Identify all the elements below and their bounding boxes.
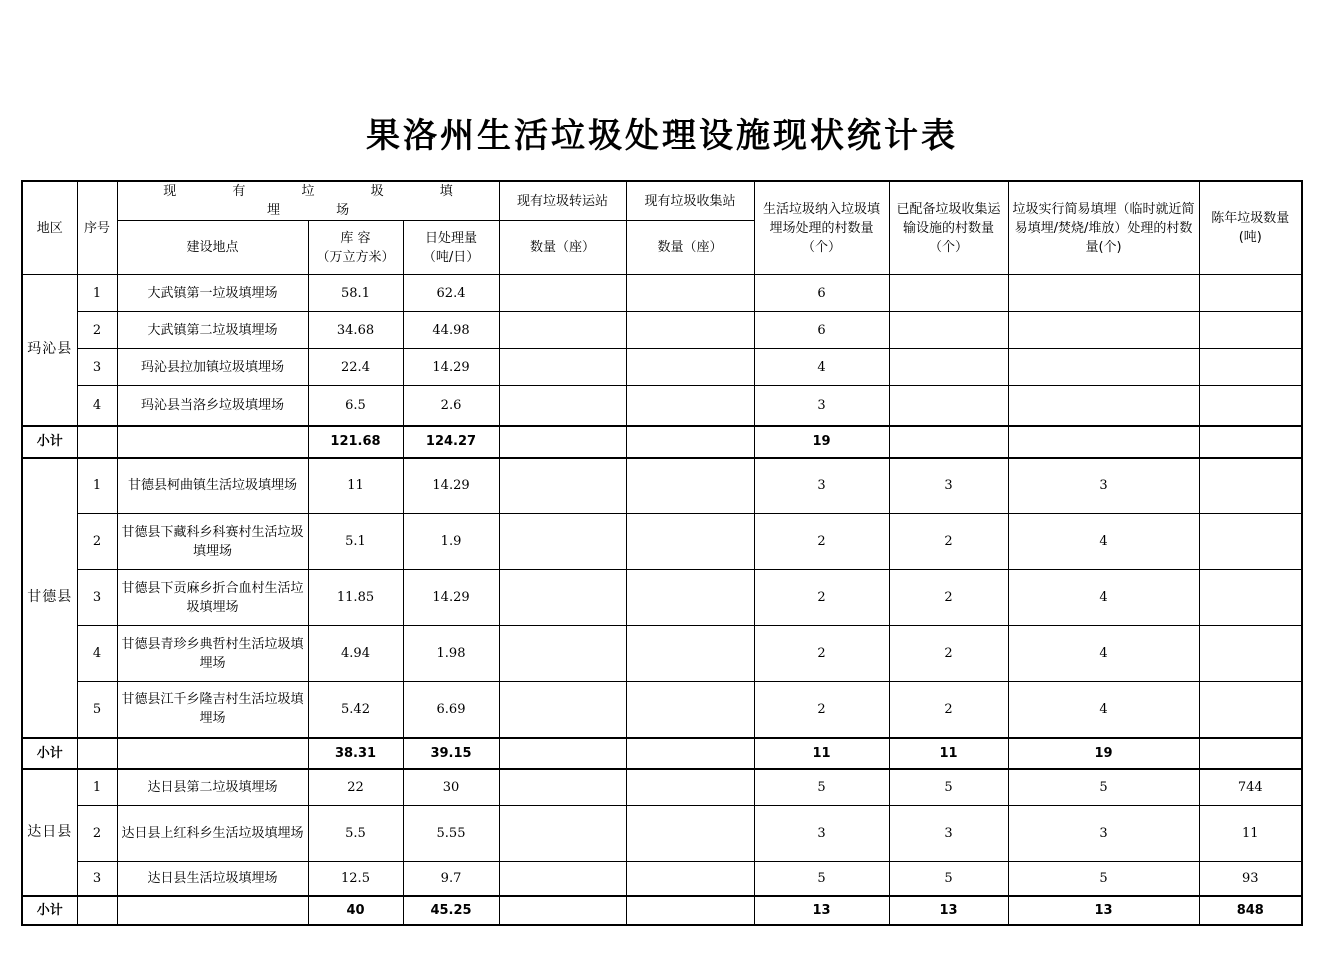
header-collect-group: 现有垃圾收集站: [626, 181, 754, 221]
seq-cell: 5: [77, 682, 117, 738]
villages-collect-cell: 2: [889, 570, 1008, 626]
header-site: 建设地点: [117, 221, 308, 275]
seq-cell: 2: [77, 806, 117, 862]
villages-simple-cell: [1008, 312, 1199, 349]
collect-cell: [626, 275, 754, 312]
daily-cell: 5.55: [403, 806, 499, 862]
table-row: [22, 514, 1302, 570]
legacy-cell: [1199, 349, 1302, 386]
transfer-cell: [499, 570, 626, 626]
subtotal-legacy: [1199, 738, 1302, 769]
legacy-cell: [1199, 386, 1302, 426]
subtotal-seq-cell: [77, 426, 117, 458]
villages-collect-cell: [889, 275, 1008, 312]
transfer-cell: [499, 682, 626, 738]
villages-landfill-cell: 4: [754, 349, 889, 386]
villages-landfill-cell: 3: [754, 806, 889, 862]
villages-landfill-cell: 2: [754, 626, 889, 682]
header-villages-collect: 已配备垃圾收集运输设施的村数量（个）: [889, 181, 1008, 275]
daily-cell: 30: [403, 769, 499, 806]
villages-simple-cell: 5: [1008, 862, 1199, 896]
villages-landfill-cell: 2: [754, 570, 889, 626]
subtotal-label: 小计: [22, 896, 77, 925]
villages-collect-cell: 5: [889, 862, 1008, 896]
table-row: [22, 806, 1302, 862]
seq-cell: 1: [77, 769, 117, 806]
site-cell: 甘德县江千乡隆吉村生活垃圾填埋场: [117, 682, 308, 738]
header-villages-landfill: 生活垃圾纳入垃圾填埋场处理的村数量（个）: [754, 181, 889, 275]
header-capacity: [308, 221, 403, 275]
legacy-cell: [1199, 275, 1302, 312]
villages-simple-cell: 3: [1008, 458, 1199, 514]
collect-cell: [626, 570, 754, 626]
header-transfer-qty: 数量（座）: [499, 221, 626, 275]
subtotal-collect: [626, 426, 754, 458]
villages-collect-cell: 2: [889, 514, 1008, 570]
collect-cell: [626, 386, 754, 426]
transfer-cell: [499, 626, 626, 682]
villages-landfill-cell: 5: [754, 862, 889, 896]
legacy-cell: [1199, 312, 1302, 349]
table-row: [22, 682, 1302, 738]
legacy-cell: [1199, 514, 1302, 570]
capacity-cell: 58.1: [308, 275, 403, 312]
capacity-cell: 11: [308, 458, 403, 514]
transfer-cell: [499, 806, 626, 862]
header-villages-simple: 垃圾实行简易填埋（临时就近简易填埋/焚烧/堆放）处理的村数量(个): [1008, 181, 1199, 275]
site-cell: 甘德县青珍乡典哲村生活垃圾填埋场: [117, 626, 308, 682]
capacity-cell: 12.5: [308, 862, 403, 896]
header-collect-qty: 数量（座）: [626, 221, 754, 275]
villages-landfill-cell: 6: [754, 312, 889, 349]
table-row: [22, 312, 1302, 349]
capacity-cell: 22.4: [308, 349, 403, 386]
villages-simple-cell: 4: [1008, 626, 1199, 682]
region-cell: 达日县: [22, 769, 77, 896]
subtotal-legacy: [1199, 426, 1302, 458]
subtotal-daily: 45.25: [403, 896, 499, 925]
villages-collect-cell: 3: [889, 806, 1008, 862]
site-cell: 甘德县下贡麻乡折合血村生活垃圾填埋场: [117, 570, 308, 626]
daily-cell: 2.6: [403, 386, 499, 426]
header-capacity-line1: 库 容: [340, 230, 371, 246]
daily-cell: 1.98: [403, 626, 499, 682]
villages-simple-cell: 4: [1008, 514, 1199, 570]
villages-landfill-cell: 3: [754, 386, 889, 426]
capacity-cell: 34.68: [308, 312, 403, 349]
header-row-1: [22, 181, 1302, 221]
seq-cell: 4: [77, 386, 117, 426]
transfer-cell: [499, 862, 626, 896]
subtotal-villages-simple: 19: [1008, 738, 1199, 769]
villages-collect-cell: [889, 349, 1008, 386]
subtotal-collect: [626, 738, 754, 769]
legacy-cell: 744: [1199, 769, 1302, 806]
legacy-cell: [1199, 626, 1302, 682]
villages-collect-cell: 5: [889, 769, 1008, 806]
villages-simple-cell: [1008, 386, 1199, 426]
transfer-cell: [499, 458, 626, 514]
villages-simple-cell: 4: [1008, 682, 1199, 738]
subtotal-villages-collect: [889, 426, 1008, 458]
table-row: [22, 386, 1302, 426]
subtotal-villages-simple: [1008, 426, 1199, 458]
region-cell: 甘德县: [22, 458, 77, 738]
subtotal-label: 小计: [22, 738, 77, 769]
collect-cell: [626, 862, 754, 896]
subtotal-villages-collect: 13: [889, 896, 1008, 925]
subtotal-capacity: 121.68: [308, 426, 403, 458]
transfer-cell: [499, 514, 626, 570]
subtotal-capacity: 40: [308, 896, 403, 925]
subtotal-transfer: [499, 896, 626, 925]
subtotal-villages-simple: 13: [1008, 896, 1199, 925]
collect-cell: [626, 626, 754, 682]
table-row: [22, 349, 1302, 386]
transfer-cell: [499, 769, 626, 806]
table-row: [22, 626, 1302, 682]
site-cell: 达日县第二垃圾填埋场: [117, 769, 308, 806]
daily-cell: 14.29: [403, 349, 499, 386]
subtotal-site-cell: [117, 738, 308, 769]
header-capacity-line2: （万立方米）: [316, 249, 395, 265]
subtotal-site-cell: [117, 426, 308, 458]
subtotal-label: 小计: [22, 426, 77, 458]
header-daily: [403, 221, 499, 275]
site-cell: 甘德县柯曲镇生活垃圾填埋场: [117, 458, 308, 514]
header-landfill-group: 现 有 垃 圾 填 埋 场: [117, 181, 499, 221]
villages-simple-cell: [1008, 349, 1199, 386]
subtotal-seq-cell: [77, 738, 117, 769]
site-cell: 大武镇第一垃圾填埋场: [117, 275, 308, 312]
capacity-cell: 5.1: [308, 514, 403, 570]
region-cell: 玛沁县: [22, 275, 77, 426]
daily-cell: 9.7: [403, 862, 499, 896]
subtotal-daily: 39.15: [403, 738, 499, 769]
statistics-table: [21, 180, 1303, 926]
capacity-cell: 5.5: [308, 806, 403, 862]
subtotal-row: [22, 896, 1302, 925]
table-row: [22, 458, 1302, 514]
villages-simple-cell: 4: [1008, 570, 1199, 626]
seq-cell: 1: [77, 458, 117, 514]
table-row: [22, 275, 1302, 312]
header-daily-line1: 日处理量: [425, 230, 478, 246]
seq-cell: 3: [77, 862, 117, 896]
capacity-cell: 5.42: [308, 682, 403, 738]
subtotal-capacity: 38.31: [308, 738, 403, 769]
site-cell: 达日县上红科乡生活垃圾填埋场: [117, 806, 308, 862]
villages-landfill-cell: 2: [754, 682, 889, 738]
site-cell: 玛沁县当洛乡垃圾填埋场: [117, 386, 308, 426]
villages-simple-cell: 3: [1008, 806, 1199, 862]
villages-landfill-cell: 6: [754, 275, 889, 312]
legacy-cell: [1199, 458, 1302, 514]
table-row: [22, 570, 1302, 626]
site-cell: 达日县生活垃圾填埋场: [117, 862, 308, 896]
seq-cell: 2: [77, 312, 117, 349]
header-daily-line2: （吨/日）: [422, 249, 480, 265]
transfer-cell: [499, 349, 626, 386]
header-legacy: 陈年垃圾数量(吨): [1199, 181, 1302, 275]
table-row: [22, 769, 1302, 806]
villages-landfill-cell: 3: [754, 458, 889, 514]
legacy-cell: [1199, 682, 1302, 738]
villages-landfill-cell: 2: [754, 514, 889, 570]
daily-cell: 62.4: [403, 275, 499, 312]
header-seq: 序号: [77, 181, 117, 275]
legacy-cell: 11: [1199, 806, 1302, 862]
subtotal-transfer: [499, 738, 626, 769]
seq-cell: 3: [77, 570, 117, 626]
daily-cell: 6.69: [403, 682, 499, 738]
site-cell: 玛沁县拉加镇垃圾填埋场: [117, 349, 308, 386]
site-cell: 大武镇第二垃圾填埋场: [117, 312, 308, 349]
villages-simple-cell: [1008, 275, 1199, 312]
page-title: 果洛州生活垃圾处理设施现状统计表: [366, 116, 958, 156]
subtotal-villages-landfill: 13: [754, 896, 889, 925]
daily-cell: 1.9: [403, 514, 499, 570]
subtotal-row: [22, 426, 1302, 458]
collect-cell: [626, 682, 754, 738]
capacity-cell: 4.94: [308, 626, 403, 682]
collect-cell: [626, 769, 754, 806]
subtotal-collect: [626, 896, 754, 925]
subtotal-seq-cell: [77, 896, 117, 925]
site-cell: 甘德县下藏科乡科赛村生活垃圾填埋场: [117, 514, 308, 570]
seq-cell: 1: [77, 275, 117, 312]
legacy-cell: [1199, 570, 1302, 626]
subtotal-villages-landfill: 11: [754, 738, 889, 769]
daily-cell: 44.98: [403, 312, 499, 349]
subtotal-row: [22, 738, 1302, 769]
transfer-cell: [499, 386, 626, 426]
subtotal-villages-landfill: 19: [754, 426, 889, 458]
villages-collect-cell: 2: [889, 682, 1008, 738]
villages-collect-cell: [889, 312, 1008, 349]
subtotal-daily: 124.27: [403, 426, 499, 458]
daily-cell: 14.29: [403, 570, 499, 626]
legacy-cell: 93: [1199, 862, 1302, 896]
subtotal-transfer: [499, 426, 626, 458]
transfer-cell: [499, 275, 626, 312]
transfer-cell: [499, 312, 626, 349]
collect-cell: [626, 806, 754, 862]
header-transfer-group: 现有垃圾转运站: [499, 181, 626, 221]
seq-cell: 2: [77, 514, 117, 570]
table-row: [22, 862, 1302, 896]
villages-simple-cell: 5: [1008, 769, 1199, 806]
villages-collect-cell: [889, 386, 1008, 426]
villages-collect-cell: 3: [889, 458, 1008, 514]
collect-cell: [626, 514, 754, 570]
villages-collect-cell: 2: [889, 626, 1008, 682]
daily-cell: 14.29: [403, 458, 499, 514]
villages-landfill-cell: 5: [754, 769, 889, 806]
capacity-cell: 11.85: [308, 570, 403, 626]
seq-cell: 3: [77, 349, 117, 386]
capacity-cell: 22: [308, 769, 403, 806]
collect-cell: [626, 312, 754, 349]
subtotal-villages-collect: 11: [889, 738, 1008, 769]
header-region: 地区: [22, 181, 77, 275]
subtotal-site-cell: [117, 896, 308, 925]
subtotal-legacy: 848: [1199, 896, 1302, 925]
capacity-cell: 6.5: [308, 386, 403, 426]
collect-cell: [626, 349, 754, 386]
collect-cell: [626, 458, 754, 514]
seq-cell: 4: [77, 626, 117, 682]
